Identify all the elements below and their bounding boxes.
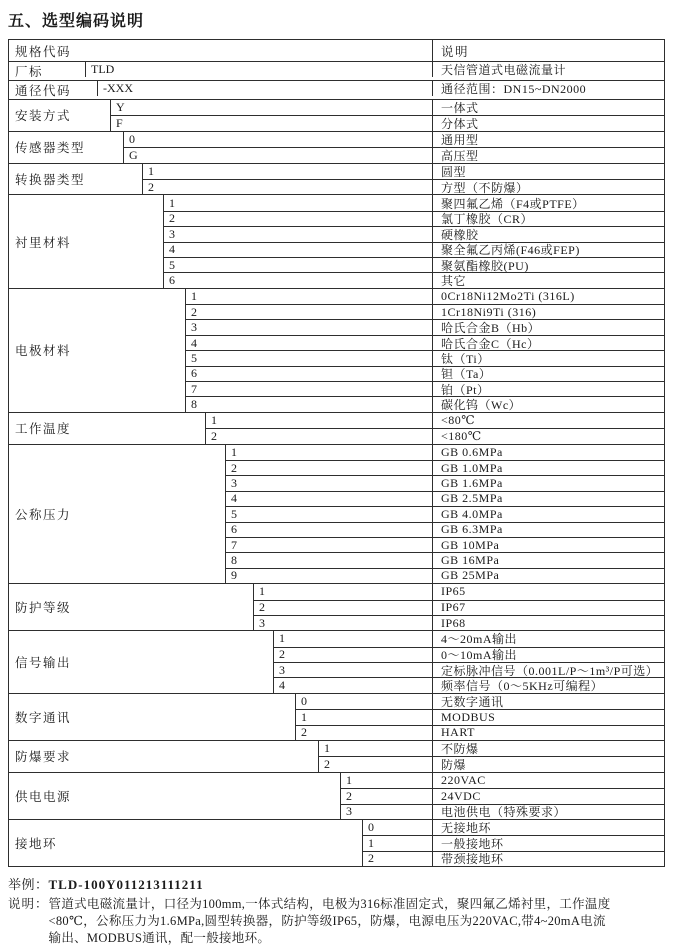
header-description: 说明 — [432, 40, 664, 61]
table-row — [253, 584, 664, 599]
description-cell: GB 25MPa — [432, 569, 664, 583]
table-row — [253, 615, 664, 630]
category-label: 安装方式 — [15, 109, 72, 124]
table-row — [185, 396, 664, 411]
code-cell: 4 — [225, 492, 432, 506]
code-cell: 3 — [340, 805, 432, 819]
code-cell: 1 — [318, 741, 432, 756]
code-rows — [142, 164, 664, 195]
description-cell: 220VAC — [432, 773, 664, 788]
description-cell: 防爆 — [432, 757, 664, 771]
table-row — [273, 677, 664, 692]
category-label: 接地环 — [15, 837, 58, 852]
table-row — [185, 350, 664, 365]
table-row — [225, 522, 664, 537]
code-cell: 3 — [273, 663, 432, 677]
table-row — [273, 631, 664, 646]
table-group — [9, 194, 664, 287]
code-cell: 5 — [163, 258, 432, 272]
table-row — [185, 319, 664, 334]
note-block — [8, 896, 673, 947]
code-cell: 3 — [225, 476, 432, 490]
code-cell: 1 — [253, 584, 432, 599]
code-cell: 1 — [340, 773, 432, 788]
code-cell: 7 — [225, 538, 432, 552]
table-row — [225, 568, 664, 583]
spec-table-groups — [9, 61, 664, 866]
description-cell: 一体式 — [432, 100, 664, 115]
category-label: 数字通讯 — [15, 710, 72, 725]
page-title: 五、选型编码说明 — [8, 13, 145, 30]
code-cell: 8 — [225, 553, 432, 567]
description-cell: 1Cr18Ni9Ti (316) — [432, 305, 664, 319]
table-row — [185, 289, 664, 304]
description-cell: 电池供电（特殊要求） — [432, 805, 664, 819]
code-cell: 0 — [123, 132, 432, 147]
description-cell: 0Cr18Ni12Mo2Ti (316L) — [432, 289, 664, 304]
table-row — [163, 257, 664, 272]
code-cell: 1 — [362, 836, 432, 850]
code-rows — [225, 445, 664, 584]
code-cell: 5 — [185, 351, 432, 365]
code-cell: 2 — [225, 461, 432, 475]
table-row — [185, 381, 664, 396]
description-cell: 聚全氟乙丙烯(F46或FEP) — [432, 243, 664, 257]
description-cell: 哈氏合金B（Hb） — [432, 320, 664, 334]
description-cell: 不防爆 — [432, 741, 664, 756]
table-row — [225, 506, 664, 521]
table-row — [123, 147, 664, 162]
description-cell: 圆型 — [432, 164, 664, 179]
table-row — [225, 552, 664, 567]
code-cell: 1 — [295, 710, 432, 724]
category-label: 信号输出 — [15, 656, 72, 671]
description-cell: 24VDC — [432, 789, 664, 803]
code-cell: 0 — [362, 820, 432, 835]
code-cell: 6 — [185, 367, 432, 381]
code-cell: 4 — [163, 243, 432, 257]
description-cell: GB 1.0MPa — [432, 461, 664, 475]
category-label: 工作温度 — [15, 422, 72, 437]
code-cell: 2 — [273, 648, 432, 662]
note-line: <80℃，公称压力为1.6MPa,圆型转换器，防护等级IP65，防爆，电源电压为220VAC,带4~20mA电流 — [48, 914, 606, 929]
table-row — [273, 647, 664, 662]
code-cell: 3 — [163, 227, 432, 241]
code-cell: Y — [110, 100, 432, 115]
category-label: 厂标 — [15, 65, 44, 79]
header-spec-code: 规格代码 — [15, 44, 72, 59]
description-cell: 其它 — [432, 273, 664, 287]
description-cell: 频率信号（0～5KHz可编程） — [432, 678, 664, 692]
note-line: 输出、MODBUS通讯，配一般接地环。 — [48, 931, 271, 946]
table-row — [318, 741, 664, 756]
note-line: 管道式电磁流量计，口径为100mm,一体式结构，电极为316标准固定式，聚四氟乙烯衬里，工作温度 — [48, 897, 611, 912]
description-cell: 天信管道式电磁流量计 — [432, 62, 664, 77]
table-group — [9, 99, 664, 131]
table-row — [185, 335, 664, 350]
description-cell: 哈氏合金C（Hc） — [432, 336, 664, 350]
table-row — [85, 62, 664, 77]
code-cell: 5 — [225, 507, 432, 521]
code-cell: 3 — [185, 320, 432, 334]
description-cell: IP65 — [432, 584, 664, 599]
code-cell: 2 — [253, 601, 432, 615]
code-cell: 4 — [273, 678, 432, 692]
code-cell: -XXX — [97, 81, 432, 96]
code-cell: 2 — [295, 726, 432, 740]
description-cell: IP68 — [432, 616, 664, 630]
table-row — [110, 100, 664, 115]
table-row — [163, 195, 664, 210]
table-row — [253, 600, 664, 615]
table-group — [9, 819, 664, 866]
table-row — [205, 413, 664, 428]
table-row — [142, 179, 664, 194]
code-cell: 2 — [185, 305, 432, 319]
note-label: 说明： — [8, 897, 49, 912]
code-rows — [205, 413, 664, 444]
description-cell: 方型（不防爆） — [432, 180, 664, 194]
description-cell: <80℃ — [432, 413, 664, 428]
code-cell: 7 — [185, 382, 432, 396]
description-cell: 0～10mA输出 — [432, 648, 664, 662]
table-row — [295, 725, 664, 740]
code-cell: 2 — [142, 180, 432, 194]
category-label: 传感器类型 — [15, 141, 86, 156]
table-group — [9, 61, 664, 80]
code-cell: 2 — [340, 789, 432, 803]
code-cell: 2 — [163, 212, 432, 226]
table-row — [163, 211, 664, 226]
code-rows — [362, 820, 664, 866]
table-group — [9, 131, 664, 163]
table-row — [185, 366, 664, 381]
description-cell: 聚四氟乙烯（F4或PTFE） — [432, 195, 664, 210]
code-cell: 4 — [185, 336, 432, 350]
description-cell: GB 16MPa — [432, 553, 664, 567]
table-row — [295, 709, 664, 724]
example-label: 举例： — [8, 877, 49, 893]
table-row — [362, 820, 664, 835]
code-cell: 1 — [225, 445, 432, 460]
code-cell: 1 — [205, 413, 432, 428]
code-rows — [340, 773, 664, 819]
table-header-row — [9, 40, 664, 61]
spec-table — [8, 39, 665, 867]
description-cell: GB 0.6MPa — [432, 445, 664, 460]
table-row — [362, 835, 664, 850]
code-cell: 2 — [318, 757, 432, 771]
table-row — [163, 242, 664, 257]
table-row — [340, 804, 664, 819]
description-cell: 分体式 — [432, 116, 664, 130]
description-cell: GB 6.3MPa — [432, 523, 664, 537]
table-row — [273, 662, 664, 677]
category-label: 公称压力 — [15, 507, 72, 522]
category-label: 转换器类型 — [15, 172, 86, 187]
table-row — [318, 756, 664, 771]
table-row — [185, 304, 664, 319]
description-cell: 4～20mA输出 — [432, 631, 664, 646]
description-cell: GB 1.6MPa — [432, 476, 664, 490]
description-cell: HART — [432, 726, 664, 740]
table-group — [9, 163, 664, 195]
description-cell: 碳化钨（Wc） — [432, 397, 664, 411]
description-cell: 通用型 — [432, 132, 664, 147]
description-cell: 硬橡胶 — [432, 227, 664, 241]
code-rows — [185, 289, 664, 412]
category-label: 供电电源 — [15, 789, 72, 804]
example-code: TLD-100Y011213111211 — [48, 877, 204, 893]
table-row — [225, 445, 664, 460]
table-row — [110, 115, 664, 130]
description-cell: 氯丁橡胶（CR） — [432, 212, 664, 226]
table-row — [225, 475, 664, 490]
note-lines — [49, 896, 673, 947]
table-row — [340, 788, 664, 803]
description-cell: 带颈接地环 — [432, 852, 664, 866]
code-cell: 0 — [295, 694, 432, 709]
description-cell: IP67 — [432, 601, 664, 615]
table-row — [97, 81, 664, 96]
table-group — [9, 630, 664, 693]
table-group — [9, 444, 664, 584]
category-label: 防护等级 — [15, 601, 72, 616]
code-cell: 2 — [362, 852, 432, 866]
code-cell: 1 — [142, 164, 432, 179]
code-cell: 6 — [225, 523, 432, 537]
table-row — [225, 537, 664, 552]
table-row — [142, 164, 664, 179]
table-row — [163, 272, 664, 287]
code-rows — [273, 631, 664, 693]
table-group — [9, 772, 664, 819]
table-row — [225, 460, 664, 475]
code-cell: 1 — [185, 289, 432, 304]
table-group — [9, 412, 664, 444]
description-cell: 钛（Ti） — [432, 351, 664, 365]
table-group — [9, 583, 664, 630]
table-row — [163, 226, 664, 241]
table-group — [9, 80, 664, 99]
category-label: 衬里材料 — [15, 235, 72, 250]
code-cell: 8 — [185, 397, 432, 411]
code-cell: G — [123, 148, 432, 162]
code-cell: 1 — [273, 631, 432, 646]
description-cell: 铂（Pt） — [432, 382, 664, 396]
table-group — [9, 693, 664, 740]
code-rows — [85, 62, 664, 80]
code-rows — [123, 132, 664, 163]
code-rows — [163, 195, 664, 287]
code-cell: TLD — [85, 62, 432, 77]
code-rows — [110, 100, 664, 131]
table-row — [205, 428, 664, 443]
code-cell: 3 — [253, 616, 432, 630]
category-label: 电极材料 — [15, 344, 72, 359]
code-cell: 9 — [225, 569, 432, 583]
code-cell: 2 — [205, 429, 432, 443]
code-rows — [318, 741, 664, 772]
table-row — [295, 694, 664, 709]
description-cell: GB 2.5MPa — [432, 492, 664, 506]
example-line — [8, 874, 673, 893]
table-row — [362, 851, 664, 866]
description-cell: GB 4.0MPa — [432, 507, 664, 521]
description-cell: 钽（Ta） — [432, 367, 664, 381]
description-cell: 定标脉冲信号（0.001L/P～1m³/P可选） — [432, 663, 664, 677]
table-row — [340, 773, 664, 788]
table-group — [9, 288, 664, 412]
code-cell: 6 — [163, 273, 432, 287]
description-cell: 高压型 — [432, 148, 664, 162]
category-label: 防爆要求 — [15, 750, 72, 765]
code-rows — [97, 81, 664, 99]
code-cell: 1 — [163, 195, 432, 210]
description-cell: 无数字通讯 — [432, 694, 664, 709]
table-group — [9, 740, 664, 772]
description-cell: 一般接地环 — [432, 836, 664, 850]
description-cell: 聚氨酯橡胶(PU) — [432, 258, 664, 272]
code-rows — [253, 584, 664, 630]
description-cell: MODBUS — [432, 710, 664, 724]
table-row — [225, 491, 664, 506]
description-cell: 通径范围：DN15~DN2000 — [432, 81, 664, 96]
code-cell: F — [110, 116, 432, 130]
code-rows — [295, 694, 664, 740]
category-label: 通径代码 — [15, 84, 72, 98]
description-cell: <180℃ — [432, 429, 664, 443]
description-cell: GB 10MPa — [432, 538, 664, 552]
table-row — [123, 132, 664, 147]
description-cell: 无接地环 — [432, 820, 664, 835]
